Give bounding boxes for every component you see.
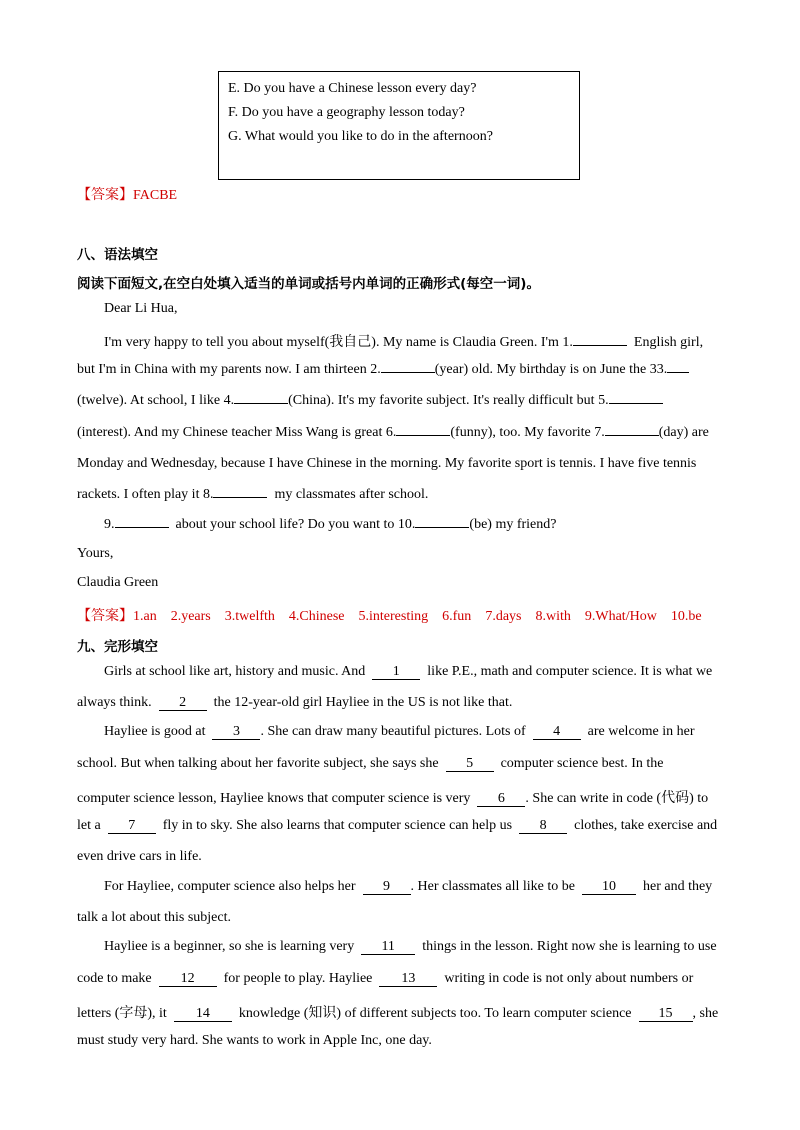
text-segment: English girl, [633,335,704,350]
paragraph-line: talk a lot about this subject. [77,910,231,925]
letter-signature: Claudia Green [77,575,159,590]
paragraph-line [77,425,709,441]
answer-section8 [77,605,702,625]
blank-4: 4 [533,725,581,740]
text-segment: for people to play. Hayliee [223,971,373,986]
answer-item: 5.interesting [358,609,429,624]
section9-title: 九、完形填空 [77,639,158,655]
blank-1 [573,345,627,346]
option-f: F. Do you have a geography lesson today? [228,105,465,120]
text-segment: the 12-year-old girl Hayliee in the US is not like that. [213,695,513,710]
options-box [218,71,580,180]
answer-label: 【答案】 [77,609,133,624]
answer-item: 9.What/How [584,609,657,624]
blank-8: 8 [519,819,567,834]
text-segment: writing in code is not only about numbers or [444,971,694,986]
text-segment: For Hayliee, computer science also helps her [104,879,356,894]
text-segment: . Her classmates all like to be [410,879,575,894]
paragraph-line: must study very hard. She wants to work in Apple Inc, one day. [77,1033,432,1048]
paragraph-line [104,664,712,680]
text-segment: clothes, take exercise and [574,818,718,833]
text-segment: (interest). And my Chinese teacher Miss Wang is great 6. [77,425,397,440]
text-segment: are welcome in her [587,724,695,739]
text-segment: Girls at school like art, history and music. And [104,664,366,679]
blank-3 [667,372,689,373]
paragraph-line [77,818,717,834]
section8-instruction: 阅读下面短文,在空白处填入适当的单词或括号内单词的正确形式(每空一词)。 [77,276,540,292]
text-segment: fly in to sky. She also learns that computer science can help us [162,818,513,833]
paragraph-line [104,724,695,740]
text-segment: . She can draw many beautiful pictures. Lots of [260,724,526,739]
paragraph-line [77,1002,718,1022]
answer-item: 8.with [535,609,571,624]
paragraph-line: Monday and Wednesday, because I have Chinese in the morning. My favorite sport is tennis. I have five tennis [77,456,697,471]
blank-9 [115,527,169,528]
text-segment: school. But when talking about her favorite subject, she says she [77,756,439,771]
answer-item: 3.twelfth [224,609,275,624]
paragraph-line [104,331,703,351]
blank-4 [234,403,288,404]
blank-10 [415,527,469,528]
paragraph-line [77,695,512,711]
text-segment: rackets. I often play it 8. [77,487,214,502]
text-segment: (twelve). At school, I like 4. [77,393,235,408]
paragraph-line [104,517,556,533]
text-segment: computer science best. In the [500,756,664,771]
blank-6: 6 [477,792,525,807]
text-segment: code to make [77,971,152,986]
paragraph-line [104,939,717,955]
text-segment: (day) are [658,425,709,440]
paragraph-line [77,787,708,807]
answer-section7: 【答案】FACBE [77,188,178,203]
text-segment: (China). It's my favorite subject. It's really difficult but 5. [288,393,609,408]
text-segment: (be) my friend? [469,517,557,532]
blank-3: 3 [212,725,260,740]
paragraph-line [77,756,663,772]
text-segment: Hayliee is good at [104,724,206,739]
blank-13: 13 [379,972,437,987]
letter-closing: Yours, [77,546,114,561]
blank-5 [609,403,663,404]
paragraph-line [77,393,663,409]
answer-item: 2.years [170,609,211,624]
answer-item: 1.an [133,609,157,624]
paragraph-line [104,879,712,895]
text-segment: computer science lesson, Hayliee knows that computer science is very [77,791,471,806]
blank-10: 10 [582,880,636,895]
paragraph-line [77,362,689,378]
text-segment: but I'm in China with my parents now. I am thirteen 2. [77,362,381,377]
blank-8 [213,497,267,498]
text-segment: let a [77,818,101,833]
paragraph-line [77,487,428,503]
blank-15: 15 [639,1007,693,1022]
blank-5: 5 [446,757,494,772]
text-segment: things in the lesson. Right now she is learning to use [422,939,717,954]
section8-title: 八、语法填空 [77,247,158,263]
answer-item: 4.Chinese [288,609,345,624]
text-segment: knowledge (知识) of different subjects too. To learn computer science [238,1006,632,1021]
text-segment: , she [692,1006,719,1021]
text-segment: (year) old. My birthday is on June the 33. [434,362,668,377]
blank-1: 1 [372,665,420,680]
option-e: E. Do you have a Chinese lesson every day? [228,81,477,96]
text-segment: 9. [104,517,115,532]
blank-6 [396,435,450,436]
text-segment: I'm very happy to tell you about myself(我自己). My name is Claudia Green. I'm 1. [104,335,573,350]
text-segment: her and they [642,879,713,894]
option-g: G. What would you like to do in the afternoon? [228,129,493,144]
text-segment: my classmates after school. [274,487,429,502]
blank-14: 14 [174,1007,232,1022]
answer-item: 10.be [670,609,702,624]
text-segment: . She can write in code (代码) to [525,791,709,806]
text-segment: like P.E., math and computer science. It is what we [427,664,713,679]
text-segment: (funny), too. My favorite 7. [450,425,605,440]
blank-7: 7 [108,819,156,834]
blank-11: 11 [361,940,415,955]
paragraph-line: even drive cars in life. [77,849,202,864]
blank-2 [381,372,435,373]
text-segment: always think. [77,695,152,710]
letter-greeting: Dear Li Hua, [104,301,178,316]
blank-9: 9 [363,880,411,895]
blank-2: 2 [159,696,207,711]
blank-7 [605,435,659,436]
answer-item: 7.days [485,609,522,624]
answer-item: 6.fun [442,609,472,624]
text-segment: about your school life? Do you want to 10. [175,517,416,532]
paragraph-line [77,971,693,987]
blank-12: 12 [159,972,217,987]
text-segment: Hayliee is a beginner, so she is learning very [104,939,355,954]
text-segment: letters (字母), it [77,1006,167,1021]
